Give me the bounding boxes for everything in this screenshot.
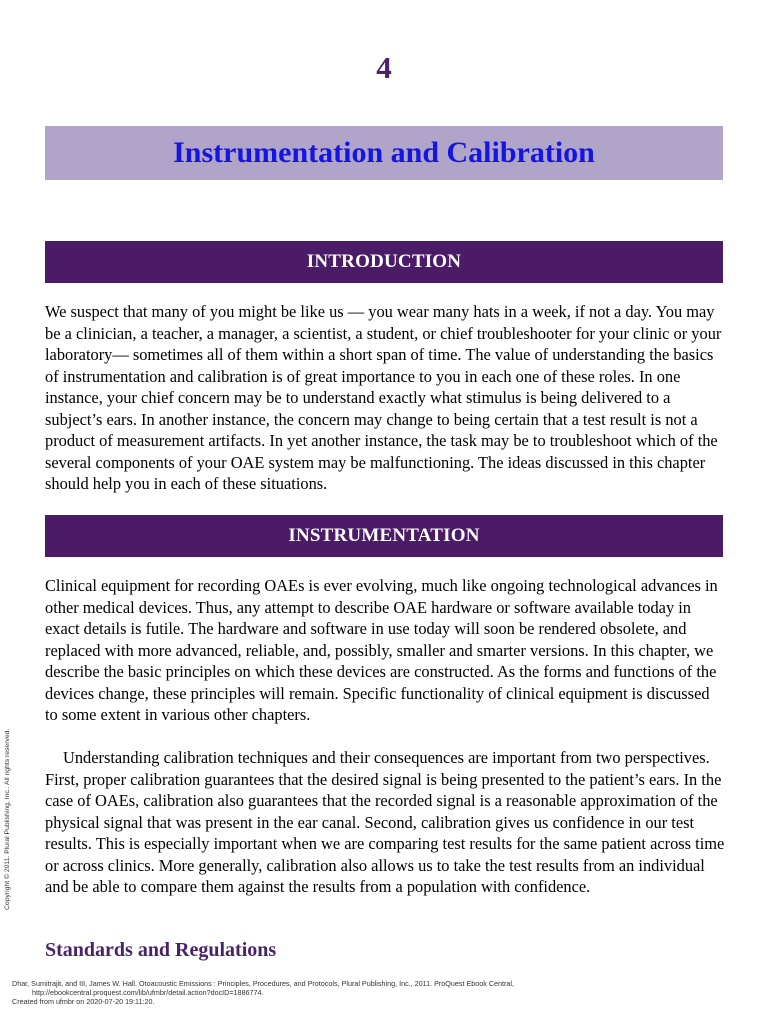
chapter-number: 4 xyxy=(376,50,392,85)
footer-citation: Dhar, Sumitrajit, and III, James W. Hall. Otoacoustic Emissions : Principles, Procedures, and Protocols, Plural Publishing, Inc., 2011. ProQuest Ebook Central, xyxy=(12,979,515,988)
section-heading-introduction: INTRODUCTION xyxy=(306,251,462,272)
instrumentation-paragraph-2: Understanding calibration techniques and their consequences are important from two perspectives. First, proper calibration guarantees that the desired signal is being presented to the patient’s ears. In the case of OAEs, calibration also guarantees that the recorded signal is a reasonable approximation of the physical signal that was present in the ear canal. Second, calibration gives us confidence in our test results. This is especially important when we are comparing test results for the same patient across time or across clinics. More generally, calibration also allows us to take the test results from an individual and be able to compare them against the results from a population with confidence. xyxy=(45,748,725,896)
side-copyright-notice: Copyright © 2011. Plural Publishing, Inc.. All rights reserved. xyxy=(4,728,11,910)
instrumentation-paragraph-1: Clinical equipment for recording OAEs is ever evolving, much like ongoing technological advances in other medical devices. Thus, any attempt to describe OAE hardware or software available today in exact details is futile. The hardware and software in use today will soon be rendered obsolete, and replaced with more advanced, reliable, and, possibly, smaller and smarter versions. In this chapter, we describe the basic principles on which these devices are constructed. As the forms and functions of the devices change, these principles will remain. Specific functionality of clinical equipment is discussed to some extent in various other chapters. xyxy=(45,576,718,724)
section-heading-bar-instrumentation xyxy=(45,515,723,557)
footer-created: Created from ufmbr on 2020-07-20 19:11:20. xyxy=(12,997,155,1006)
section-heading-bar-introduction xyxy=(45,241,723,283)
page-footer xyxy=(12,979,732,1006)
section-heading-instrumentation: INSTRUMENTATION xyxy=(288,525,480,546)
chapter-title-bar xyxy=(45,126,723,180)
subheading-standards: Standards and Regulations xyxy=(45,939,277,961)
footer-url-link[interactable]: http://ebookcentral.proquest.com/lib/ufmbr/detail.action?docID=1886774. xyxy=(32,988,264,997)
chapter-title: Instrumentation and Calibration xyxy=(173,136,595,169)
introduction-paragraph: We suspect that many of you might be like us — you wear many hats in a week, if not a day. You may be a clinician, a teacher, a manager, a scientist, a student, or chief troubleshooter for your clinic or your laboratory— sometimes all of them within a short span of time. The value of understanding the basics of instrumentation and calibration is of great importance to you in each one of these roles. In one instance, your chief concern may be to understand exactly what stimulus is being delivered to a subject’s ears. In another instance, the concern may change to being certain that a test result is not a product of measurement artifacts. In yet another instance, the task may be to troubleshoot which of the several components of your OAE system may be malfunctioning. The ideas discussed in this chapter should help you in each of these situations. xyxy=(45,302,722,493)
